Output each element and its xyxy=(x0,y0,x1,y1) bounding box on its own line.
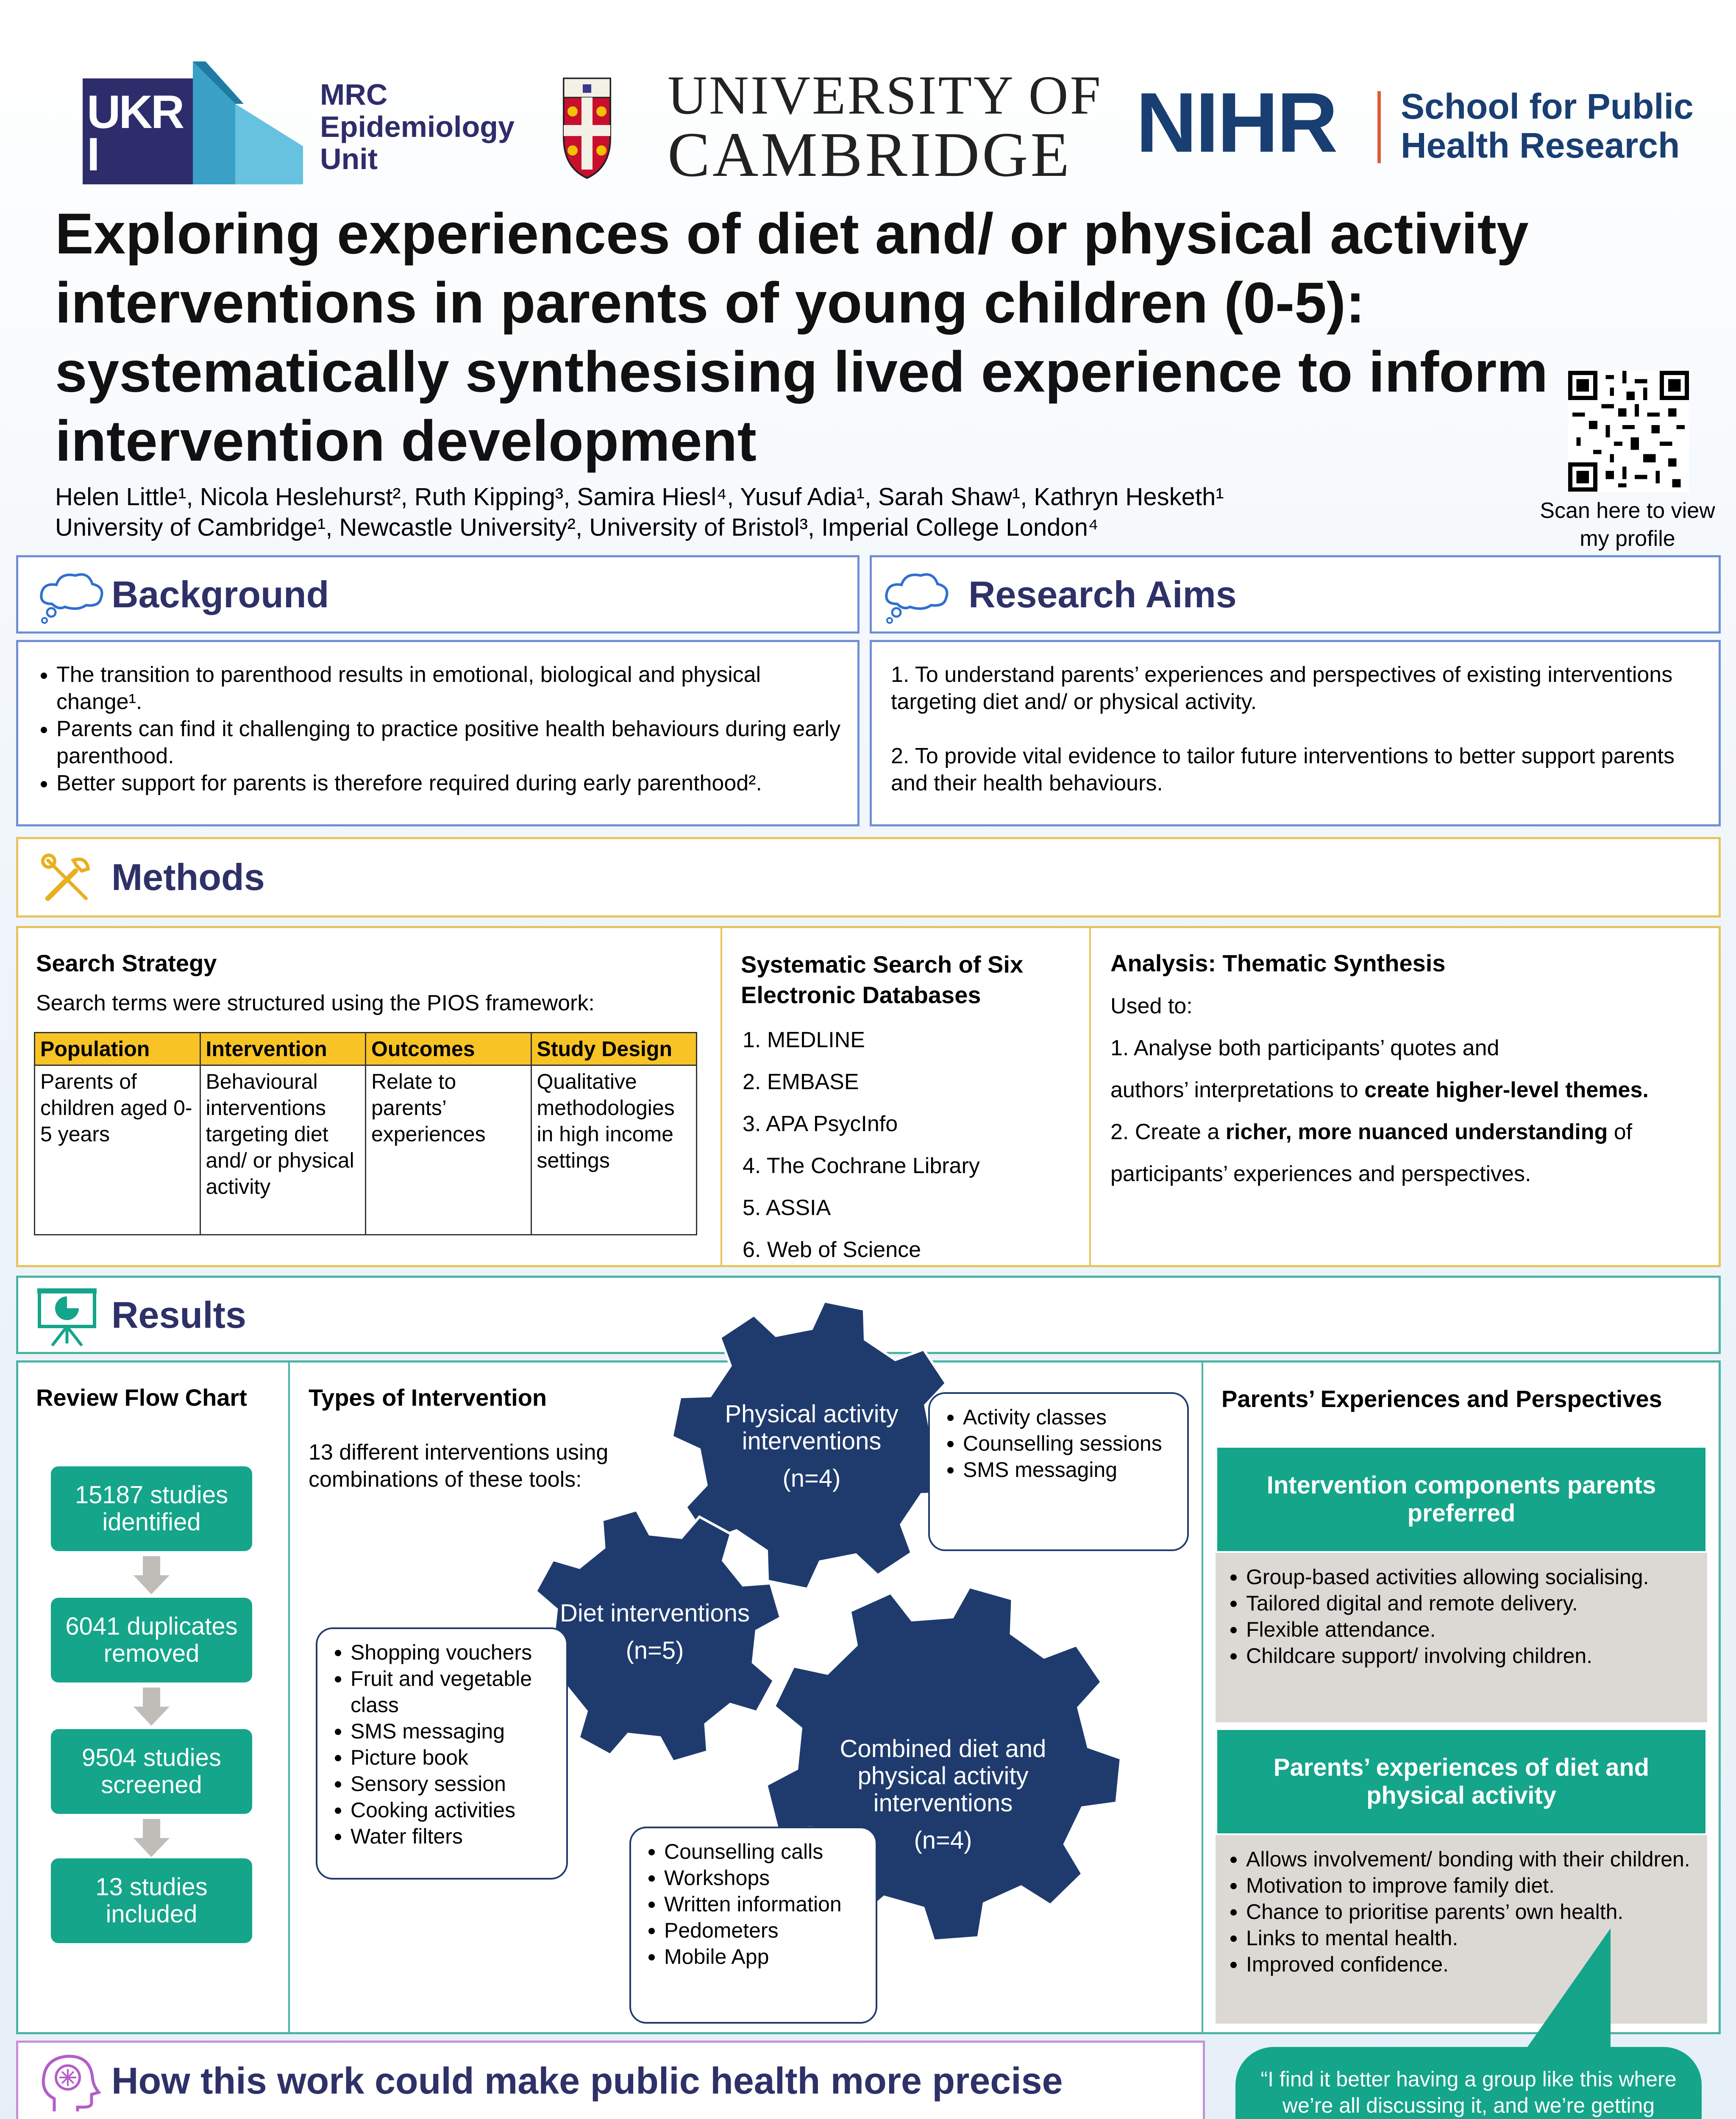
combined-tool: • Counselling calls xyxy=(664,1838,863,1865)
diet-tool: • Fruit and vegetable class xyxy=(351,1666,554,1718)
experience-item: • Chance to prioritise parents’ own health. xyxy=(1246,1899,1694,1925)
preferred-component: • Childcare support/ involving children. xyxy=(1246,1643,1694,1669)
flow-chart-title: Review Flow Chart xyxy=(36,1384,247,1411)
experiences-header: Parents’ experiences of diet and physical activity xyxy=(1216,1728,1707,1835)
mrc-logo-text xyxy=(320,78,515,175)
aims-title: Research Aims xyxy=(968,573,1237,615)
diet-label: Diet interventions xyxy=(559,1599,750,1627)
analysis-p2a-post: of xyxy=(1608,1120,1633,1144)
background-body xyxy=(16,640,860,826)
flow-step: 9504 studies screened xyxy=(51,1729,252,1814)
database-item: 5. ASSIA xyxy=(743,1196,831,1220)
combined-count: (n=4) xyxy=(914,1827,972,1854)
qr-code[interactable] xyxy=(1568,371,1689,492)
preferred-components-list xyxy=(1228,1564,1694,1669)
title-line2: interventions in parents of young children (0-5): xyxy=(55,270,1365,335)
combined-tools-callout xyxy=(629,1827,877,2024)
types-intro: 13 different interventions using combinations of these tools: xyxy=(309,1440,609,1492)
diet-tool: • Picture book xyxy=(351,1744,554,1771)
cambridge-wordmark xyxy=(668,65,1102,190)
flow-step: 13 studies included xyxy=(51,1858,252,1943)
analysis-p2b: participants’ experiences and perspectives. xyxy=(1110,1162,1531,1186)
down-arrow-icon xyxy=(134,1688,170,1726)
background-title: Background xyxy=(111,573,329,615)
combined-tool: • Mobile App xyxy=(664,1944,863,1970)
results-title: Results xyxy=(111,1293,246,1336)
experience-item: • Allows involvement/ bonding with their children. xyxy=(1246,1846,1694,1872)
database-item: 3. APA PsycInfo xyxy=(743,1112,898,1136)
combined-label: Combined diet and physical activity interventions xyxy=(840,1735,1046,1817)
cambridge-line2: CAMBRIDGE xyxy=(668,120,1072,190)
tools-icon xyxy=(39,852,95,907)
background-bullets xyxy=(27,661,840,797)
mrc-line2: Epidemiology xyxy=(320,110,515,143)
title-line1: Exploring experiences of diet and/ or physical activity xyxy=(55,201,1529,266)
analysis-used: Used to: xyxy=(1110,994,1193,1018)
pios-table xyxy=(34,1032,697,1235)
diet-tool: • SMS messaging xyxy=(351,1718,554,1744)
quote-bubble xyxy=(1235,2047,1702,2119)
pios-cell: Qualitative methodologies in high income settings xyxy=(531,1065,697,1235)
background-header xyxy=(16,555,860,634)
diet-tool: • Shopping vouchers xyxy=(351,1639,554,1666)
nihr-line2: Health Research xyxy=(1401,125,1680,165)
pios-cell: Behavioural interventions targeting diet and/ or physical activity xyxy=(200,1065,366,1235)
pa-label: Physical activity interventions xyxy=(725,1400,899,1455)
databases-title-line1: Systematic Search of Six xyxy=(741,951,1024,978)
background-bullet: • Parents can find it challenging to practice positive health behaviours during early parenthood. xyxy=(56,715,840,770)
combined-tools-list xyxy=(644,1838,863,1970)
preferred-components-header: Intervention components parents preferred xyxy=(1216,1446,1707,1553)
ukri-wordmark: UKRI xyxy=(87,86,183,181)
nihr-divider xyxy=(1377,91,1381,163)
experience-item: • Links to mental health. xyxy=(1246,1925,1694,1951)
analysis-p2a xyxy=(1110,1111,1704,1153)
pios-cell: Relate to parents’ experiences xyxy=(366,1065,531,1235)
diet-gear-label xyxy=(553,1600,757,1664)
pa-tool: • Activity classes xyxy=(963,1404,1174,1430)
analysis-text xyxy=(1110,985,1704,1195)
pios-cell: Parents of children aged 0-5 years xyxy=(35,1065,200,1235)
combined-tool: • Pedometers xyxy=(664,1917,863,1944)
combined-tool: • Workshops xyxy=(664,1865,863,1891)
experiences-title: Parents’ Experiences and Perspectives xyxy=(1221,1385,1662,1412)
aims-body xyxy=(870,640,1721,826)
diet-tool: • Cooking activities xyxy=(351,1797,554,1823)
pios-header: Population xyxy=(35,1033,200,1065)
aim-2: 2. To provide vital evidence to tailor future interventions to better support parents and their health behaviours. xyxy=(891,744,1675,795)
background-bullet: • Better support for parents is therefore required during early parenthood². xyxy=(56,770,840,797)
presentation-chart-icon xyxy=(35,1286,99,1348)
poster-title xyxy=(55,199,1581,476)
analysis-p2a-bold: richer, more nuanced understanding xyxy=(1225,1120,1608,1144)
cambridge-line1: UNIVERSITY OF xyxy=(668,65,1102,126)
ukri-logo xyxy=(83,61,303,184)
diet-count: (n=5) xyxy=(626,1637,684,1664)
qr-caption-line1: Scan here to view xyxy=(1540,498,1715,523)
thought-cloud-icon xyxy=(880,568,952,625)
affiliations: University of Cambridge¹, Newcastle University², University of Bristol³, Imperial College London⁴ xyxy=(55,514,1099,541)
down-arrow-icon xyxy=(134,1556,170,1594)
preferred-component: • Group-based activities allowing socialising. xyxy=(1246,1564,1694,1590)
preferred-component: • Tailored digital and remote delivery. xyxy=(1246,1590,1694,1616)
mrc-line1: MRC xyxy=(320,78,388,111)
databases-title xyxy=(741,949,1023,1010)
pa-tool: • SMS messaging xyxy=(963,1457,1174,1483)
pios-row xyxy=(35,1065,697,1235)
database-item: 1. MEDLINE xyxy=(743,1028,865,1052)
flow-step: 15187 studies identified xyxy=(51,1466,252,1551)
title-line4: intervention development xyxy=(55,409,757,473)
speech-bubble-tail xyxy=(1475,1928,1615,2055)
methods-header xyxy=(16,837,1721,918)
authors: Helen Little¹, Nicola Heslehurst², Ruth Kipping³, Samira Hiesl⁴, Yusuf Adia¹, Sarah Shaw¹, Kathryn Hesketh¹ xyxy=(55,483,1224,511)
combined-tool: • Written information xyxy=(664,1891,863,1917)
types-title: Types of Intervention xyxy=(309,1384,547,1411)
cambridge-shield-icon xyxy=(562,74,612,180)
analysis-p1a: 1. Analyse both participants’ quotes and xyxy=(1110,1036,1500,1060)
nihr-line1: School for Public xyxy=(1401,86,1694,126)
pa-gear-label xyxy=(699,1401,924,1492)
experiences-box xyxy=(1216,1835,1707,2024)
pa-tools-callout xyxy=(928,1392,1189,1551)
nihr-school-text xyxy=(1401,87,1694,165)
search-strategy-intro: Search terms were structured using the PIOS framework: xyxy=(36,991,595,1015)
precise-title: How this work could make public health more precise xyxy=(111,2060,1063,2102)
diet-tool: • Sensory session xyxy=(351,1771,554,1797)
databases-title-line2: Electronic Databases xyxy=(741,982,981,1008)
analysis-p1b-text: authors’ interpretations to xyxy=(1110,1078,1365,1102)
results-divider xyxy=(288,1363,290,2032)
experiences-list xyxy=(1228,1846,1694,1977)
search-strategy-title: Search Strategy xyxy=(36,950,217,976)
diet-tools-callout xyxy=(316,1627,568,1880)
preferred-components-box xyxy=(1216,1553,1707,1722)
methods-title: Methods xyxy=(111,856,265,898)
analysis-p1b-bold: create higher-level themes. xyxy=(1364,1078,1649,1102)
preferred-component: • Flexible attendance. xyxy=(1246,1616,1694,1643)
analysis-p1b xyxy=(1110,1069,1704,1111)
databases-list xyxy=(743,1019,980,1271)
database-item: 4. The Cochrane Library xyxy=(743,1154,980,1178)
precise-header xyxy=(16,2041,1205,2119)
flow-step: 6041 duplicates removed xyxy=(51,1598,252,1682)
pa-tool: • Counselling sessions xyxy=(963,1430,1174,1457)
aims-header xyxy=(870,555,1721,634)
qr-caption-line2: my profile xyxy=(1580,526,1675,551)
mrc-line3: Unit xyxy=(320,142,378,175)
pios-header: Intervention xyxy=(200,1033,366,1065)
diet-tools-list xyxy=(330,1639,554,1849)
methods-divider xyxy=(721,928,722,1265)
experience-item: • Motivation to improve family diet. xyxy=(1246,1872,1694,1899)
database-item: 6. Web of Science xyxy=(743,1237,921,1262)
aim-1: 1. To understand parents’ experiences and perspectives of existing interventions targeting diet and/ or physical activity. xyxy=(891,662,1673,714)
quote-1: “I find it better having a group like this where we’re all discussing it, and we’re getting xyxy=(1260,2067,1677,2117)
nihr-wordmark: NIHR xyxy=(1136,75,1336,170)
analysis-p2a-text: 2. Create a xyxy=(1110,1120,1226,1144)
diet-tool: • Water filters xyxy=(351,1823,554,1849)
results-divider xyxy=(1202,1363,1203,2032)
qr-caption xyxy=(1513,497,1736,553)
experience-item: • Improved confidence. xyxy=(1246,1951,1694,1977)
analysis-title: Analysis: Thematic Synthesis xyxy=(1110,950,1446,976)
pa-count: (n=4) xyxy=(782,1465,841,1492)
brain-head-icon xyxy=(37,2052,101,2113)
pios-header: Outcomes xyxy=(366,1033,531,1065)
methods-divider xyxy=(1089,928,1091,1265)
title-line3: systematically synthesising lived experience to inform xyxy=(55,339,1548,404)
pios-header-row xyxy=(35,1033,697,1065)
pa-tools-list xyxy=(943,1404,1174,1483)
background-bullet: • The transition to parenthood results in emotional, biological and physical change¹. xyxy=(56,661,840,715)
thought-cloud-icon xyxy=(35,568,107,625)
down-arrow-icon xyxy=(134,1819,170,1857)
database-item: 2. EMBASE xyxy=(743,1070,859,1094)
pios-header: Study Design xyxy=(531,1033,697,1065)
